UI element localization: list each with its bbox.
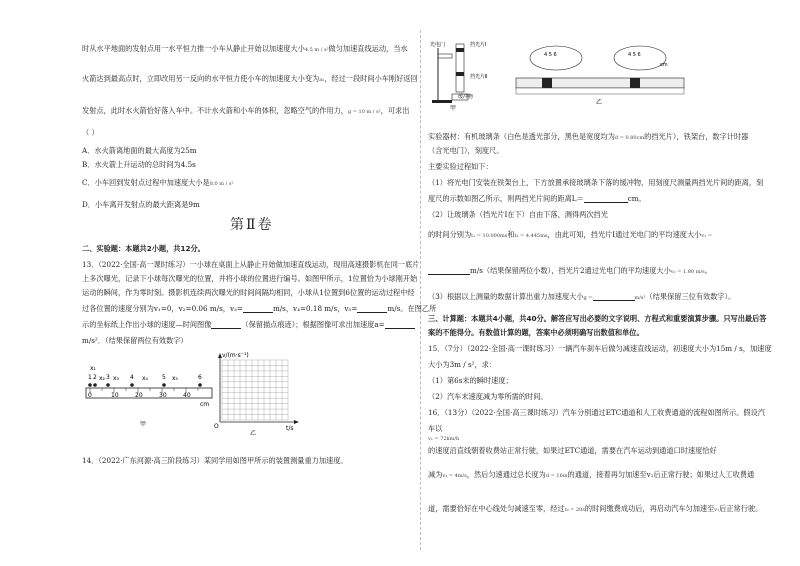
q13-line6: m/s²．（结果保留两位有效数字） [82, 336, 188, 345]
q14-formula-d: d = 0.80cm [614, 135, 645, 141]
q16-line1: 16．（13分）（2022·全国·高三课时练习）汽车分别通过ETC通道和人工收费通道的流程如图所示。假设汽 [428, 408, 765, 417]
q13-line2: 上多次曝光，记录下小球每次曝光的位置，并将小球的位置进行编号。如图甲所示，1位置恰为小球刚开始 [82, 274, 418, 283]
q14-blank-L[interactable] [584, 202, 628, 203]
q15-text: ，加速度 [742, 344, 772, 353]
caption-app-jia: 甲 [450, 105, 457, 112]
q14-intro: 14．（2022·广东河源·高三阶段练习）某同学用如图甲所示的装置测量重力加速度。 [82, 456, 348, 465]
q14-text: 的时间分别为 [428, 230, 472, 239]
q16-text: 减为 [428, 470, 443, 479]
pos-6: 6 [198, 374, 202, 381]
pos-2: 2 [93, 374, 97, 381]
q15-line2 [428, 360, 496, 369]
q12-text: ，经过一段时间小车刚好返回 [324, 74, 418, 83]
q16-text: 道，需要恰好在中心线处匀减速至零，经过 [428, 504, 565, 513]
q14-text: 度尺的示数如图乙所示，则两挡光片间的距离L＝ [428, 194, 584, 203]
balls [88, 383, 202, 387]
photogate-shape [438, 54, 452, 58]
label-buffer: 缓冲物 [458, 94, 474, 100]
label-x2: x₂ [99, 375, 105, 382]
tick-0: 0 [88, 392, 92, 399]
q15-text: 15．（7分）（2022·全国·高一课时练习）一辆汽车刹车后做匀减速直线运动，初速度大小为 [428, 344, 717, 353]
q13-blank-graph[interactable] [211, 328, 241, 329]
q12-option-d: D．小车离开发射点的最大距离是9m [82, 200, 200, 209]
q12-text: 时从水平地面的发射点用一水平恒力推一小车从静止开始以加速度大小 [82, 44, 305, 53]
q14-text: （3）根据以上测量的数据计算出重力加速度大小 [428, 292, 584, 301]
q15-line1 [428, 344, 772, 353]
q13-blank-v5[interactable] [357, 312, 387, 313]
shade-1 [456, 48, 464, 52]
q13-blank-v3[interactable] [243, 312, 273, 313]
q16-text: 的通道，接着再匀加速至v₁后正常行驶；如果过人工收费通 [567, 470, 755, 479]
q14-text: cm。 [627, 194, 646, 203]
caption-yi: 乙 [250, 430, 257, 437]
pos-5: 5 [162, 374, 166, 381]
q14-formula-v2: v₂ = 1.80 m/s [670, 269, 705, 275]
zoom-left [530, 46, 582, 70]
column-divider [420, 30, 421, 550]
q16-text: 的时间缴费成功后，再启动汽车匀加速至 [584, 504, 715, 513]
q16-formula-v2: v₂ = 4m/s [442, 473, 467, 479]
q14-text: 。 [704, 266, 712, 275]
q14-line8 [428, 230, 712, 239]
strip-ruler [516, 78, 684, 88]
q16-line3: 的速度沿直线朝着收费站正常行驶，如果过ETC通道，需要在汽车运动到通道口时速度恰好 [428, 446, 717, 455]
q15-text: ，求： [474, 360, 497, 369]
pos-1: 1 [88, 374, 92, 381]
q16-text: ，然后匀速通过总长度为 [466, 470, 546, 479]
q14-line5 [428, 194, 646, 203]
q12-formula-g: g = 10 m / s² [347, 109, 381, 115]
q14-line10 [428, 292, 735, 301]
q14-formula-t1: t₁ = 10.000ms [471, 233, 508, 239]
q12-text: 发射点，此时水火箭恰好落入车中。不计水火箭和小车的体积，忽略空气的作用力， [82, 106, 348, 115]
zoom-right-scale: 4 5 6 [628, 52, 641, 58]
label-x4: x₄ [142, 375, 148, 382]
q14-line2: （含光电门），刻度尺。 [428, 146, 504, 155]
q14-text: 的挡光片），铁架台，数字计时器 [644, 132, 749, 141]
q12-option-b: B．水火箭上升运动的总时间为4.5s [82, 160, 196, 169]
q13-line3: 运动的瞬间，作为零时刻。摄影机连续两次曝光的时间间隔均相同，小球从1位置到6位置的运动过程中经 [82, 288, 415, 297]
q12-option-c-formula: 8.0 m / s² [209, 181, 234, 187]
q14-blank-v1[interactable] [428, 274, 470, 275]
strip-shade-b [630, 78, 640, 88]
q14-text: 实验器材：有机玻璃条（白色是透光部分，黑色是宽度均为 [428, 132, 615, 141]
q13-line5 [82, 320, 415, 329]
q16-line2 [428, 424, 442, 433]
q12-option-c-text: C．小车回到发射点过程中加速度大小是 [82, 178, 210, 187]
q13-line1: 13．（2022·全国·高一课时练习）一小球在桌面上从静止开始做加速直线运动，现用高速摄影机在同一底片 [82, 260, 420, 269]
q14-line4: （1）将光电门安装在铁架台上，下方放置承接玻璃条下落的缓冲物，用刻度尺测量两挡光片间的距离，刻 [428, 178, 764, 187]
q15-sub2: （2）汽车末速度减为零所需的时间。 [428, 392, 548, 401]
section3-title: 三、计算题：本题共4小题，共40分。解答应写出必要的文字说明、方程式和重要演算步骤。只写出最后答 [428, 314, 767, 323]
tick-20: 20 [135, 392, 143, 399]
strip-shade-a [542, 78, 552, 88]
vt-ylabel: v/(m·s⁻¹) [222, 352, 249, 359]
q16-line5 [428, 504, 762, 513]
q13-text: 过各位置的速度分别为v₁=0，v₂=0.06 m/s，v₃= [82, 304, 243, 313]
zoom-right [614, 46, 666, 70]
tick-40: 40 [183, 392, 191, 399]
stand-base [432, 100, 452, 103]
q16-formula-v1b: v₁ [714, 507, 720, 513]
ruler-scale [516, 88, 684, 94]
right-column [428, 0, 772, 566]
figure-apparatus-jia [428, 38, 488, 112]
vt-xlabel: t/s [286, 425, 294, 432]
section3-title-line2: 案的不能得分。有数值计算的题，答案中必须明确写出数值和单位。 [428, 328, 644, 337]
q12-text: ，可求出 [380, 106, 410, 115]
q13-text: 示的坐标纸上作出小球的速度—时间图像 [82, 320, 212, 329]
pos-3: 3 [106, 374, 110, 381]
q15-formula-v0: 15m / s [716, 344, 743, 353]
q14-formula-v1: v₁ = [701, 233, 712, 239]
q14-text: ，由此可知，挡光片Ⅰ通过光电门的平均速度大小 [547, 230, 702, 239]
zoom-unit: cm [660, 62, 668, 68]
q12-formula-a1: 4.5 m / s² [304, 47, 329, 53]
q13-text: m/s。在图乙所 [387, 304, 437, 313]
q12-line2 [82, 74, 418, 83]
q14-line7: （2）让玻璃条（挡光片Ⅰ在下）自由下落，测得两次挡光 [428, 210, 608, 219]
figure-yi [214, 350, 304, 436]
figure-ruler-yi [512, 42, 688, 108]
q14-line1 [428, 132, 748, 141]
q12-line1 [82, 44, 408, 53]
q15-sub1: （1）第6s末的瞬时速度； [428, 376, 513, 385]
q13-text: m/s，v₄=0.18 m/s，v₅= [272, 304, 358, 313]
q16-formula-d: d = 16m [545, 473, 568, 479]
shade-2 [456, 72, 464, 76]
q14-formula-t2: t₂ = 4.445ms [514, 233, 548, 239]
q15-text: 大小为 [428, 360, 450, 369]
pos-4: 4 [130, 374, 134, 381]
q14-formula-g: g = [583, 295, 593, 301]
q12-line3 [82, 106, 409, 115]
label-x5: x₅ [172, 375, 178, 382]
q14-text: m/s（结果保留两位小数），挡光片2通过光电门的平均速度大小 [470, 266, 671, 275]
q13-text: （保留描点痕迹）；根据图像可求出加速度a= [241, 320, 385, 329]
q16-line4 [428, 470, 754, 479]
q13-line4 [82, 304, 436, 313]
q16-text: 车以 [428, 424, 443, 433]
zoom-left-scale: 4 5 6 [544, 52, 557, 58]
ruler-unit: cm [200, 401, 210, 408]
volume-title: 第Ⅱ卷 [230, 217, 274, 233]
tick-30: 30 [159, 392, 167, 399]
ruler-body [86, 388, 212, 398]
q12-option-c [82, 178, 233, 187]
q14-line3: 主要实验过程如下： [428, 162, 493, 171]
q14-blank-g[interactable] [593, 300, 635, 301]
label-x3: x₃ [113, 375, 119, 382]
label-x1: x₁ [90, 365, 96, 372]
caption-ruler-yi: 乙 [596, 99, 603, 106]
q12-option-a: A．水火箭离地面的最大高度为25m [82, 146, 197, 155]
section2-title: 二、实验题：本题共2小题，共12分。 [82, 244, 205, 253]
vt-grid [222, 360, 288, 420]
q12-text: 做匀加速直线运动，当水 [328, 44, 408, 53]
figure-jia [82, 360, 222, 430]
q14-text: （结果保留三位有效数字）。 [645, 292, 736, 301]
vt-origin: O [214, 423, 219, 430]
caption-jia: 甲 [140, 421, 147, 428]
label-panel2: 挡光片Ⅱ [470, 74, 488, 80]
q14-text: 和 [507, 230, 515, 239]
q12-text: 火箭达到最高点时，立即改用另一反向的水平恒力使小车的加速度大小变为 [82, 74, 320, 83]
q14-unit-g: m/s² [634, 295, 646, 301]
q12-formula-a2: a₂ [319, 77, 325, 83]
q13-blank-a[interactable] [385, 328, 415, 329]
q12-answer-paren: （ ） [82, 128, 99, 137]
x-arrow [294, 420, 299, 424]
ruler-ticks [90, 388, 198, 393]
q15-formula-a: 3m / s² [449, 360, 475, 369]
q16-text: 后正常行驶。 [719, 504, 763, 513]
label-panel1: 挡光片Ⅰ [470, 42, 487, 48]
q16-formula-v1: v₁ = 72km/h [428, 436, 460, 442]
q14-line9 [428, 266, 712, 275]
q16-formula-t0: t₀ = 20s [564, 507, 585, 513]
tick-10: 10 [111, 392, 119, 399]
label-photogate: 光电门 [430, 42, 446, 48]
